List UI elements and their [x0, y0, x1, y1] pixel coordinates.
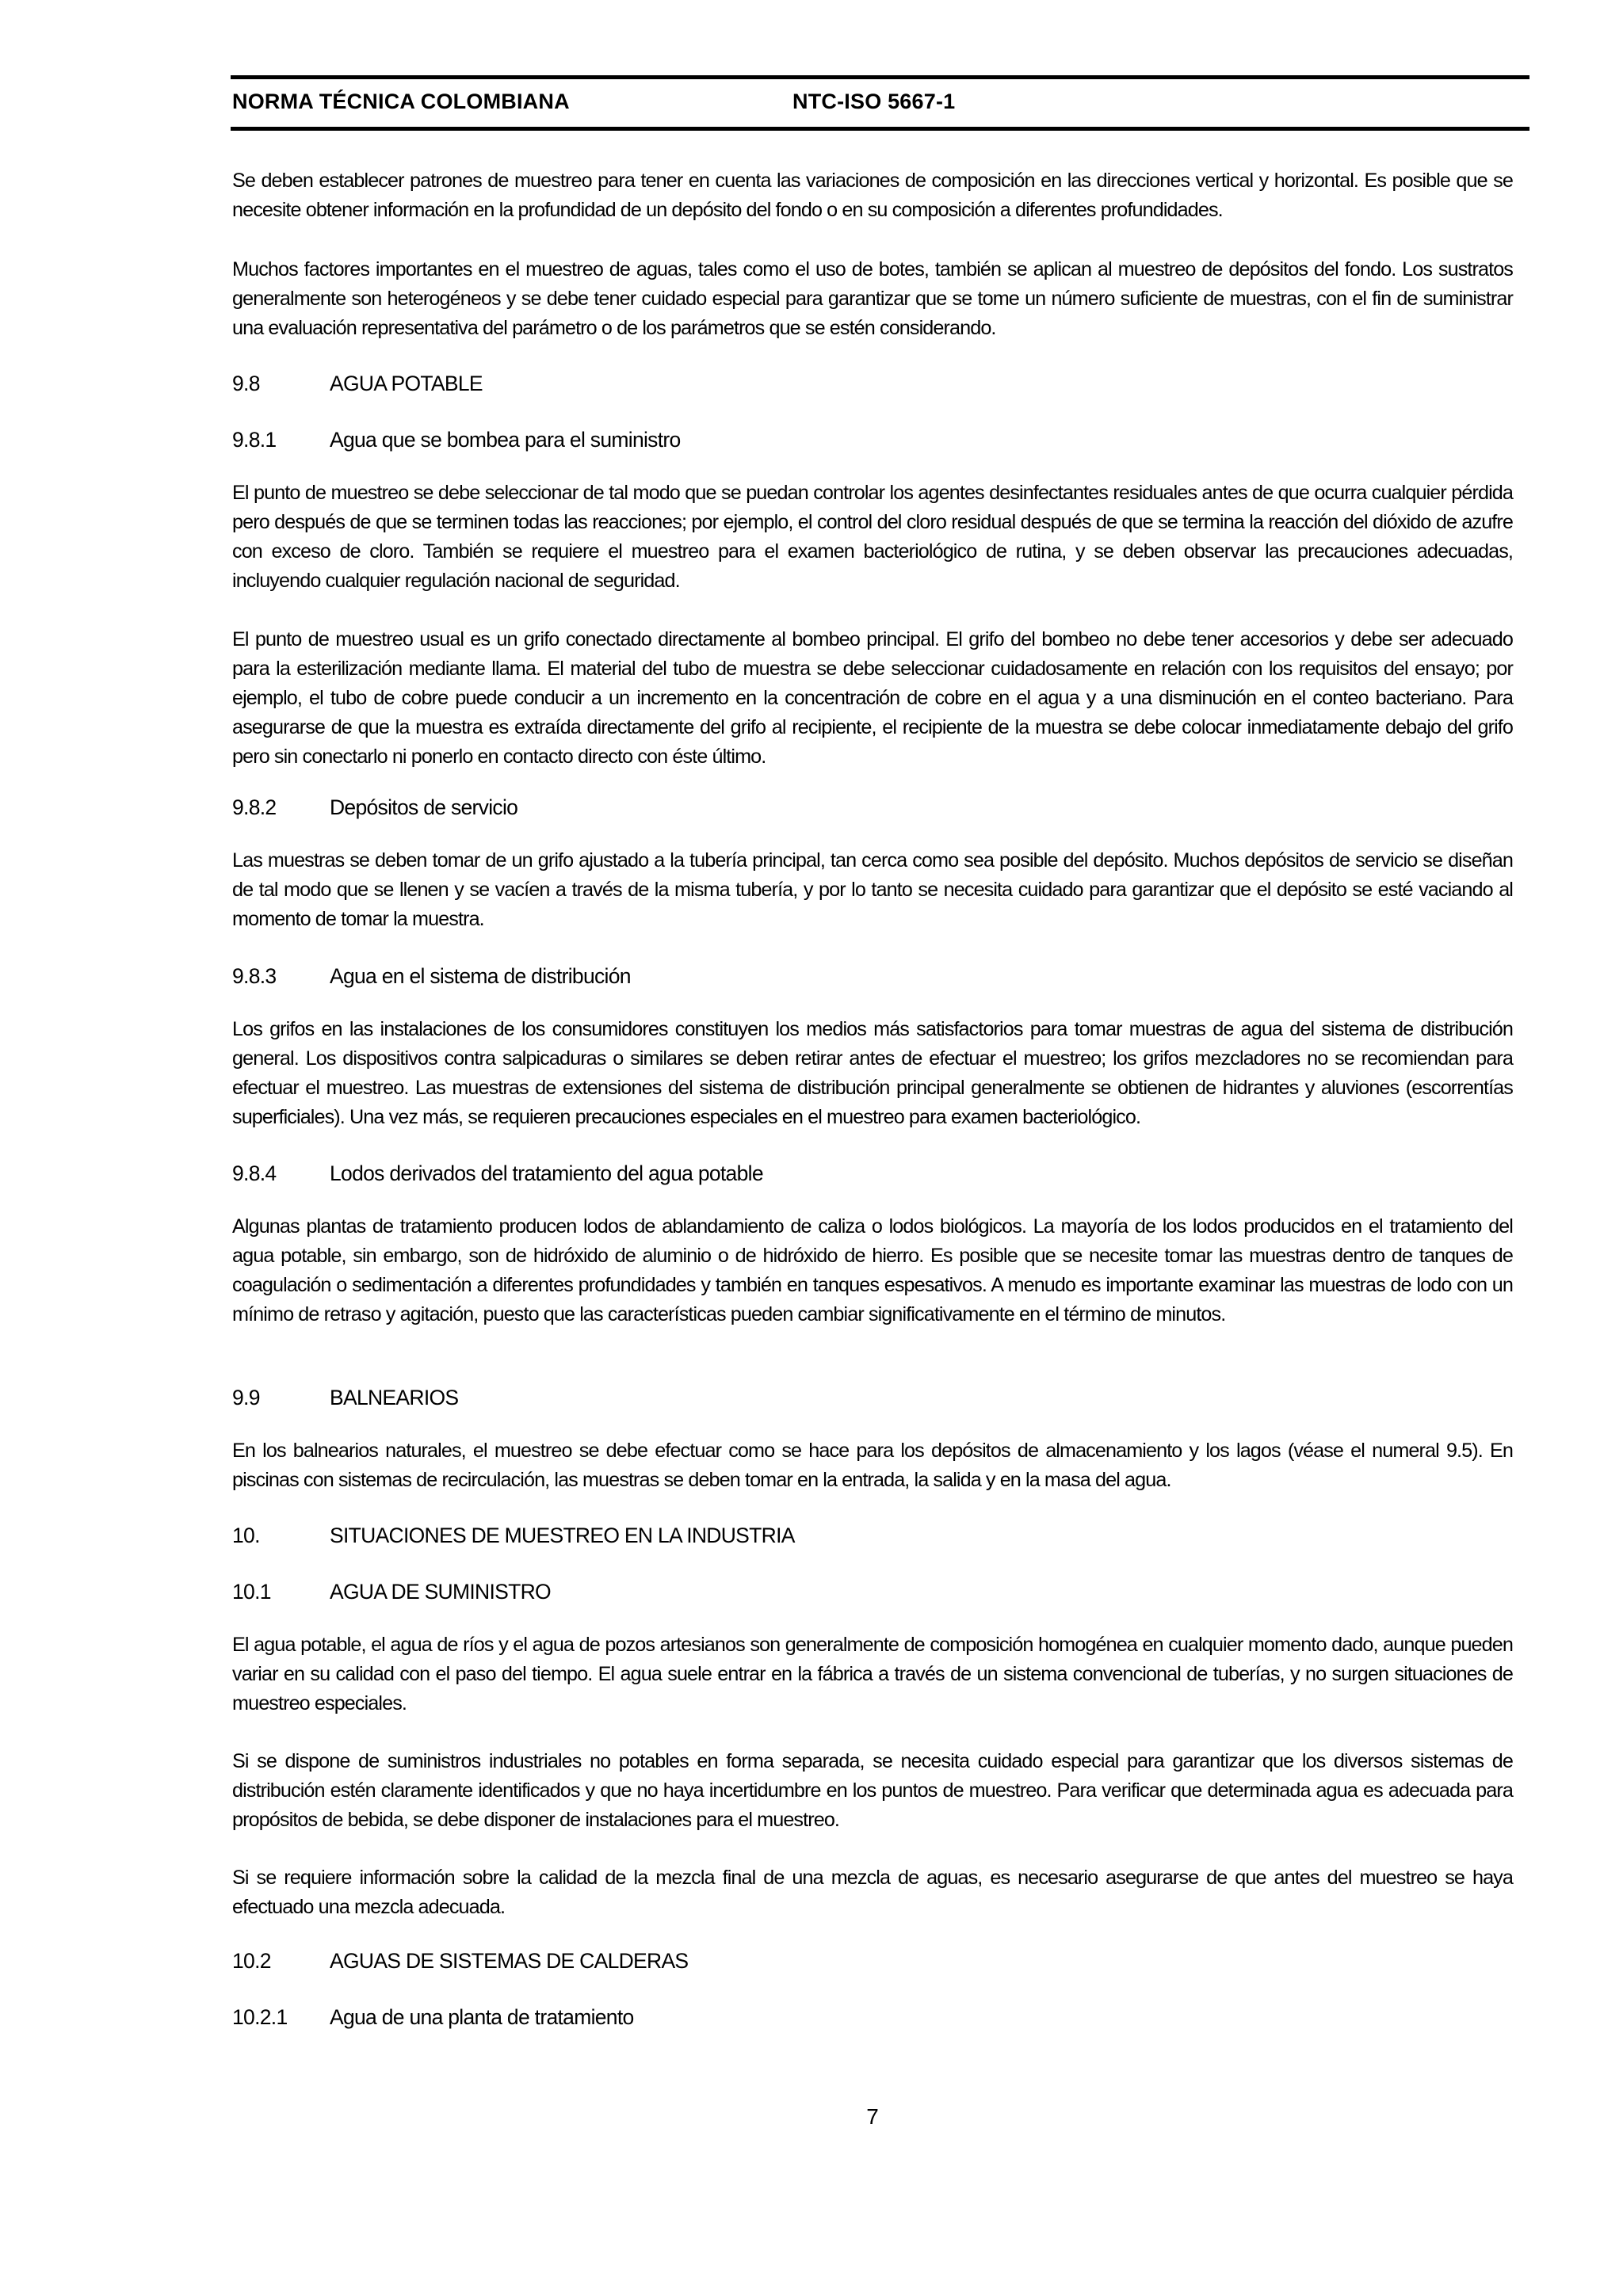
section-title: Lodos derivados del tratamiento del agua potable	[330, 1161, 763, 1185]
section-title: AGUA DE SUMINISTRO	[330, 1580, 551, 1604]
paragraph-intro-2: Muchos factores importantes en el muestreo de aguas, tales como el uso de botes, también se aplican al muestreo de depósitos del fondo. Los sustratos generalmente son heterogéneos y se debe tener cuidado especial para garantizar que se tome un número suficiente de muestras, con el fin de suministrar una evaluación representativa del parámetro o de los parámetros que se estén considerando.	[232, 258, 1513, 339]
section-number: 10.	[232, 1524, 260, 1547]
section-title: AGUA POTABLE	[330, 372, 483, 395]
section-number: 10.2.1	[232, 2005, 288, 2029]
paragraph-intro-1: Se deben establecer patrones de muestreo para tener en cuenta las variaciones de composición en las direcciones vertical y horizontal. Es posible que se necesite obtener información en la profundidad de un depósito del fondo o en su composición a diferentes profundidades.	[232, 170, 1513, 221]
paragraph-9-8-1-a: El punto de muestreo se debe seleccionar de tal modo que se puedan controlar los agentes desinfectantes residuales antes de que ocurra cualquier pérdida pero después de que se terminen todas las reacciones; por ejemplo, el control del cloro residual después de que se termina la reacción del dióxido de azufre con exceso de cloro. También se requiere el muestreo para el examen bacteriológico de rutina, y se deben observar las precauciones adecuadas, incluyendo cualquier regulación nacional de seguridad.	[232, 482, 1513, 592]
paragraph-9-8-1-b: El punto de muestreo usual es un grifo conectado directamente al bombeo principal. El grifo del bombeo no debe tener accesorios y debe ser adecuado para la esterilización mediante llama. El material del tubo de muestra se debe seleccionar cuidadosamente en relación con los requisitos del ensayo; por ejemplo, el tubo de cobre puede conducir a un incremento en la concentración de cobre en el agua y a una disminución en el conteo bacteriano. Para asegurarse de que la muestra es extraída directamente del grifo al recipiente, el recipiente de la muestra se debe colocar inmediatamente debajo del grifo pero sin conectarlo ni ponerlo en contacto directo con éste último.	[232, 628, 1513, 768]
paragraph-9-8-4: Algunas plantas de tratamiento producen lodos de ablandamiento de caliza o lodos biológicos. La mayoría de los lodos producidos en el tratamiento del agua potable, sin embargo, son de hidróxido de aluminio o de hidróxido de hierro. Es posible que se necesite tomar las muestras dentro de tanques de coagulación o sedimentación a diferentes profundidades y también en tanques espesativos. A menudo es importante examinar las muestras de lodo con un mínimo de retraso y agitación, puesto que las características pueden cambiar significativamente en el término de minutos.	[232, 1215, 1513, 1325]
section-number: 9.9	[232, 1386, 260, 1409]
section-title: AGUAS DE SISTEMAS DE CALDERAS	[330, 1949, 689, 1973]
section-number: 9.8.4	[232, 1161, 277, 1185]
section-title: SITUACIONES DE MUESTREO EN LA INDUSTRIA	[330, 1524, 795, 1547]
section-title: Agua en el sistema de distribución	[330, 964, 631, 988]
section-number: 10.2	[232, 1949, 271, 1973]
paragraph-9-9: En los balnearios naturales, el muestreo se debe efectuar como se hace para los depósitos de almacenamiento y los lagos (véase el numeral 9.5). En piscinas con sistemas de recirculación, las muestras se deben tomar en la entrada, la salida y en la masa del agua.	[232, 1440, 1513, 1491]
paragraph-10-1-c: Si se requiere información sobre la calidad de la mezcla final de una mezcla de aguas, es necesario asegurarse de que antes del muestreo se haya efectuado una mezcla adecuada.	[232, 1867, 1513, 1918]
page-number: 7	[866, 2104, 879, 2129]
section-number: 9.8.1	[232, 428, 277, 452]
section-number: 9.8.2	[232, 795, 277, 819]
paragraph-10-1-a: El agua potable, el agua de ríos y el agua de pozos artesianos son generalmente de composición homogénea en cualquier momento dado, aunque pueden variar en su calidad con el paso del tiempo. El agua suele entrar en la fábrica a través de un sistema convencional de tuberías, y no surgen situaciones de muestreo especiales.	[232, 1634, 1513, 1714]
section-title: BALNEARIOS	[330, 1386, 459, 1409]
section-number: 9.8	[232, 372, 260, 395]
header-standard-code: NTC-ISO 5667-1	[792, 90, 956, 113]
header-bottom-rule	[231, 127, 1529, 131]
paragraph-9-8-3: Los grifos en las instalaciones de los consumidores constituyen los medios más satisfactorios para tomar muestras de agua del sistema de distribución general. Los dispositivos contra salpicaduras o similares se deben retirar antes de efectuar el muestreo; los grifos mezcladores no se recomiendan para efectuar el muestreo. Las muestras de extensiones del sistema de distribución principal generalmente se obtienen de hidrantes y aluviones (escorrentías superficiales). Una vez más, se requieren precauciones especiales en el muestreo para examen bacteriológico.	[232, 1018, 1513, 1128]
header-standard-name: NORMA TÉCNICA COLOMBIANA	[232, 90, 570, 113]
section-title: Agua de una planta de tratamiento	[330, 2005, 634, 2029]
paragraph-10-1-b: Si se dispone de suministros industriales no potables en forma separada, se necesita cuidado especial para garantizar que los diversos sistemas de distribución estén claramente identificados y que no haya incertidumbre en los puntos de muestreo. Para verificar que determinada agua es adecuada para propósitos de bebida, se debe disponer de instalaciones para el muestreo.	[232, 1750, 1513, 1831]
section-number: 9.8.3	[232, 964, 277, 988]
header-top-rule	[231, 75, 1529, 79]
section-title: Depósitos de servicio	[330, 795, 518, 819]
paragraph-9-8-2: Las muestras se deben tomar de un grifo ajustado a la tubería principal, tan cerca como sea posible del depósito. Muchos depósitos de servicio se diseñan de tal modo que se llenen y se vacíen a través de la misma tubería, y por lo tanto se necesita cuidado para garantizar que el depósito se esté vaciando al momento de tomar la muestra.	[232, 849, 1513, 930]
section-number: 10.1	[232, 1580, 271, 1604]
section-title: Agua que se bombea para el suministro	[330, 428, 681, 452]
